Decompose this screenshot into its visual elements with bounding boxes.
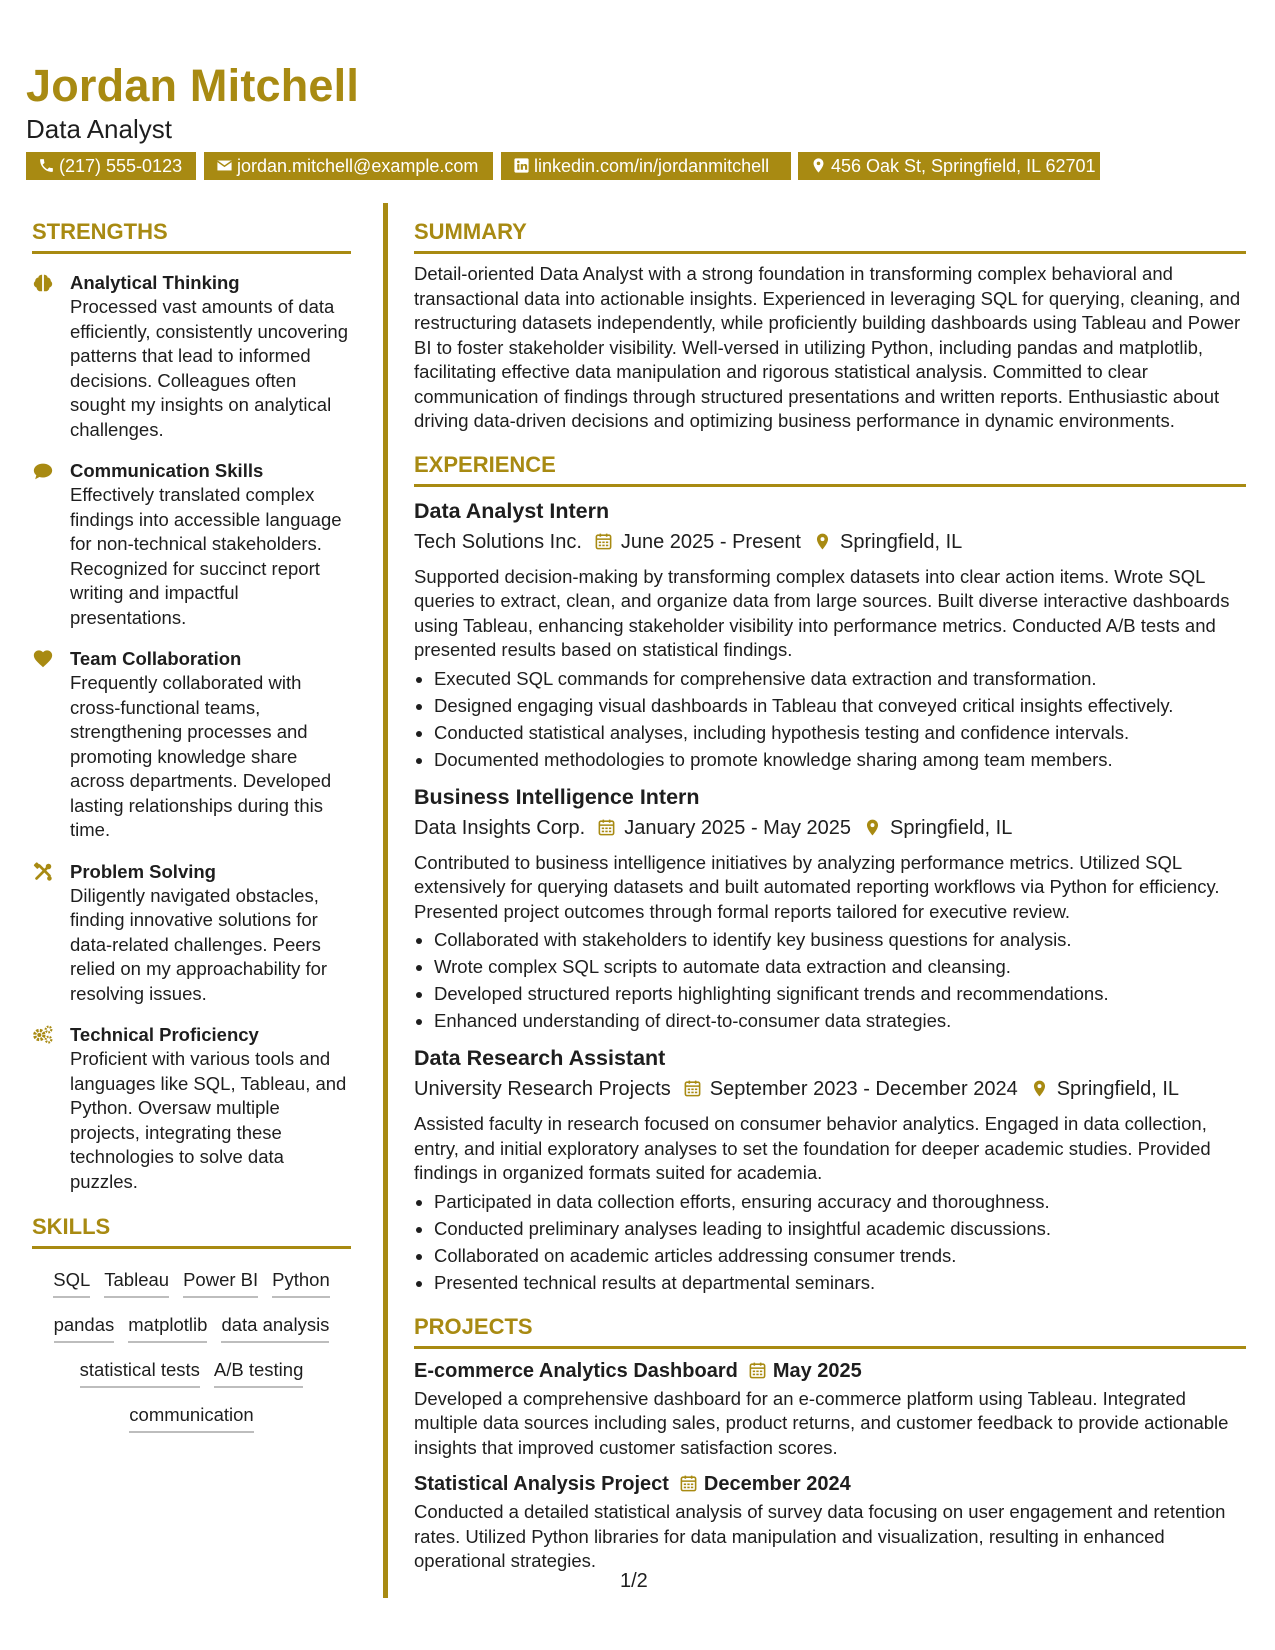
job-title: Business Intelligence Intern [414, 784, 700, 809]
job-meta [414, 813, 1246, 843]
list-item: • Designed engaging visual dashboards in Tableau that conveyed critical insights effectively. [434, 692, 1246, 719]
strength-item [32, 859, 351, 1007]
job-meta [414, 1074, 1246, 1104]
projects-rule [414, 1346, 1246, 1349]
job-dates: June 2025 - Present [620, 530, 801, 553]
job-description: Supported decision-making by transforming complex datasets into clear action items. Wrote SQL queries to extract, clean, and organize data from large sources. Built diverse interactive dashboards using Tableau, enhancing stakeholder visibility into performance metrics. Conducted A/B tests and presented results based on statistical findings. [414, 565, 1230, 660]
calendar-icon [594, 532, 613, 551]
contact-email-text: jordan.mitchell@example.com [237, 156, 479, 176]
resume-header [26, 60, 1226, 176]
list-item: • Conducted preliminary analyses leading to insightful academic discussions. [434, 1215, 1246, 1242]
job-company: University Research Projects [414, 1078, 671, 1100]
strengths-section [32, 219, 351, 1194]
summary-section [414, 219, 1246, 434]
strength-desc: Effectively translated complex findings into accessible language for non-technical stakeholders. Recognized for succinct report writing and impactful presentations. [70, 484, 342, 628]
skills-rule [32, 1246, 351, 1249]
job-dates: September 2023 - December 2024 [709, 1078, 1018, 1100]
right-column [414, 219, 1246, 1574]
strength-title: Analytical Thinking [70, 272, 240, 293]
skill-tag: communication [129, 1403, 253, 1433]
list-item: • Enhanced understanding of direct-to-consumer data strategies. [434, 1007, 1246, 1034]
job-location: Springfield, IL [890, 816, 1013, 839]
list-item: • Conducted statistical analyses, including hypothesis testing and confidence intervals. [434, 719, 1246, 746]
job-description: Contributed to business intelligence initiatives by analyzing performance metrics. Utilized SQL extensively for querying datasets and built automated reporting workflows via Python for efficiency. Presented project outcomes through formal reports tailored for executive review. [414, 851, 1220, 922]
project-description: Conducted a detailed statistical analysis of survey data focusing on user engagement and retention rates. Utilized Python libraries for data manipulation and visualization, resulting in enhanced operational strategies. [414, 1501, 1226, 1571]
contact-linkedin-text: linkedin.com/in/jordanmitchell [534, 156, 770, 176]
skill-tag: Power BI [183, 1268, 258, 1298]
job-location: Springfield, IL [840, 530, 963, 553]
skill-tag: pandas [54, 1313, 115, 1343]
skill-tag: SQL [53, 1268, 90, 1298]
brain-icon [32, 272, 54, 294]
page-number: 1/2 [620, 1570, 648, 1592]
calendar-icon [679, 1474, 698, 1493]
strength-title: Problem Solving [70, 860, 216, 882]
job-entry [414, 1044, 1246, 1296]
skill-tag: Python [272, 1268, 330, 1298]
speech-bubble-icon [32, 460, 54, 482]
list-item: • Collaborated on academic articles addressing consumer trends. [434, 1242, 1246, 1269]
skill-tag: Tableau [104, 1268, 169, 1298]
location-pin-icon [863, 818, 882, 837]
contact-address [798, 152, 1100, 180]
strength-item [32, 270, 351, 442]
list-item: • Developed structured reports highlighting significant trends and recommendations. [434, 980, 1246, 1007]
location-pin-icon [1030, 1079, 1049, 1098]
envelope-icon [216, 157, 233, 174]
heart-icon [32, 648, 54, 670]
calendar-icon [597, 818, 616, 837]
list-item: • Executed SQL commands for comprehensive data extraction and transformation. [434, 665, 1246, 692]
job-location: Springfield, IL [1056, 1078, 1180, 1100]
projects-heading: PROJECTS [414, 1313, 533, 1339]
strength-desc: Processed vast amounts of data efficiently, consistently uncovering patterns that lead to informed decisions. Colleagues often sought my insights on analytical challenges. [70, 296, 348, 440]
project-date: December 2024 [703, 1473, 851, 1495]
experience-rule [414, 484, 1246, 487]
skill-tag: matplotlib [128, 1313, 207, 1343]
strength-title: Communication Skills [70, 460, 264, 481]
job-title: Data Research Assistant [414, 1046, 666, 1070]
project-description: Developed a comprehensive dashboard for an e-commerce platform using Tableau. Integrated multiple data sources including sales, product returns, and customer feedback to provide actionable insights that improved customer satisfaction scores. [414, 1387, 1229, 1458]
skills-list [32, 1259, 351, 1439]
calendar-icon [683, 1079, 702, 1098]
skills-heading: SKILLS [32, 1214, 111, 1239]
job-description: Assisted faculty in research focused on consumer behavior analytics. Engaged in data collection, entry, and initial exploratory analyses to set the foundation for deeper academic studies. Provided findings in organized formats suited for academia. [414, 1113, 1211, 1183]
list-item: • Collaborated with stakeholders to identify key business questions for analysis. [434, 926, 1246, 953]
list-item: • Presented technical results at departmental seminars. [434, 1269, 1246, 1296]
skill-tag: data analysis [221, 1313, 329, 1343]
job-entry [414, 783, 1246, 1035]
strength-desc: Frequently collaborated with cross-functional teams, strengthening processes and promoting knowledge share across departments. Developed lasting relationships during this time. [70, 672, 332, 840]
project-entry [414, 1357, 1246, 1461]
job-entry [414, 497, 1246, 773]
job-bullets [414, 665, 1246, 773]
contact-email[interactable] [204, 152, 493, 180]
summary-heading: SUMMARY [414, 219, 527, 244]
summary-rule [414, 251, 1246, 254]
strength-item [32, 646, 351, 843]
contact-phone[interactable] [26, 152, 196, 180]
job-dates: January 2025 - May 2025 [624, 816, 852, 839]
location-pin-icon [810, 157, 827, 174]
skill-tag: A/B testing [214, 1358, 303, 1388]
summary-text: Detail-oriented Data Analyst with a strong foundation in transforming complex behavioral and transactional data into actionable insights. Experienced in leveraging SQL for querying, cleaning, and restructuring datasets independently, while proficiently building dashboards using Tableau and Power BI to foster stakeholder visibility. Well-versed in utilizing Python, including pandas and matplotlib, facilitating effective data manipulation and rigorous statistical analysis. Committed to clear communication of findings through structured presentations and written reports. Enthusiastic about driving data-driven decisions and optimizing business performance in dynamic environments. [414, 263, 1241, 431]
projects-section [414, 1314, 1246, 1574]
strength-desc: Proficient with various tools and languages like SQL, Tableau, and Python. Oversaw multiple projects, integrating these technologies to solve data puzzles. [70, 1048, 347, 1192]
job-bullets [414, 1188, 1246, 1296]
job-meta [414, 527, 1246, 557]
experience-section [414, 452, 1246, 1296]
strength-desc: Diligently navigated obstacles, finding innovative solutions for data-related challenges. Peers relied on my approachability for resolving issues. [70, 884, 328, 1004]
strengths-rule [32, 251, 351, 254]
strength-title: Technical Proficiency [70, 1024, 259, 1045]
strengths-heading: STRENGTHS [32, 219, 168, 244]
tools-icon [32, 861, 54, 883]
linkedin-icon [513, 157, 530, 174]
phone-icon [38, 157, 55, 174]
candidate-name: Jordan Mitchell [26, 60, 360, 111]
project-title: Statistical Analysis Project [414, 1473, 669, 1495]
project-entry [414, 1470, 1246, 1574]
job-company: Data Insights Corp. [414, 816, 586, 839]
contact-address-text: 456 Oak St, Springfield, IL 62701 [831, 156, 1096, 176]
column-divider [383, 203, 388, 1598]
project-date: May 2025 [772, 1359, 862, 1382]
strength-title: Team Collaboration [70, 648, 242, 669]
calendar-icon [748, 1361, 767, 1380]
experience-heading: EXPERIENCE [414, 451, 556, 477]
strength-item [32, 458, 351, 630]
project-title-row [414, 1357, 1246, 1385]
gears-icon [32, 1024, 54, 1046]
skill-tag: statistical tests [80, 1358, 200, 1388]
job-bullets [414, 926, 1246, 1034]
location-pin-icon [813, 532, 832, 551]
contact-linkedin[interactable] [501, 152, 791, 180]
left-column [32, 219, 351, 1439]
job-title: Data Analyst Intern [414, 498, 610, 523]
contact-phone-text: (217) 555-0123 [59, 156, 183, 176]
list-item: • Documented methodologies to promote knowledge sharing among team members. [434, 746, 1246, 773]
project-title: E-commerce Analytics Dashboard [414, 1359, 738, 1382]
project-title-row [414, 1470, 1246, 1498]
list-item: • Wrote complex SQL scripts to automate data extraction and cleansing. [434, 953, 1246, 980]
strength-item [32, 1022, 351, 1194]
job-company: Tech Solutions Inc. [414, 530, 582, 553]
list-item: • Participated in data collection efforts, ensuring accuracy and thoroughness. [434, 1188, 1246, 1215]
skills-section [32, 1214, 351, 1439]
candidate-role: Data Analyst [26, 114, 172, 144]
